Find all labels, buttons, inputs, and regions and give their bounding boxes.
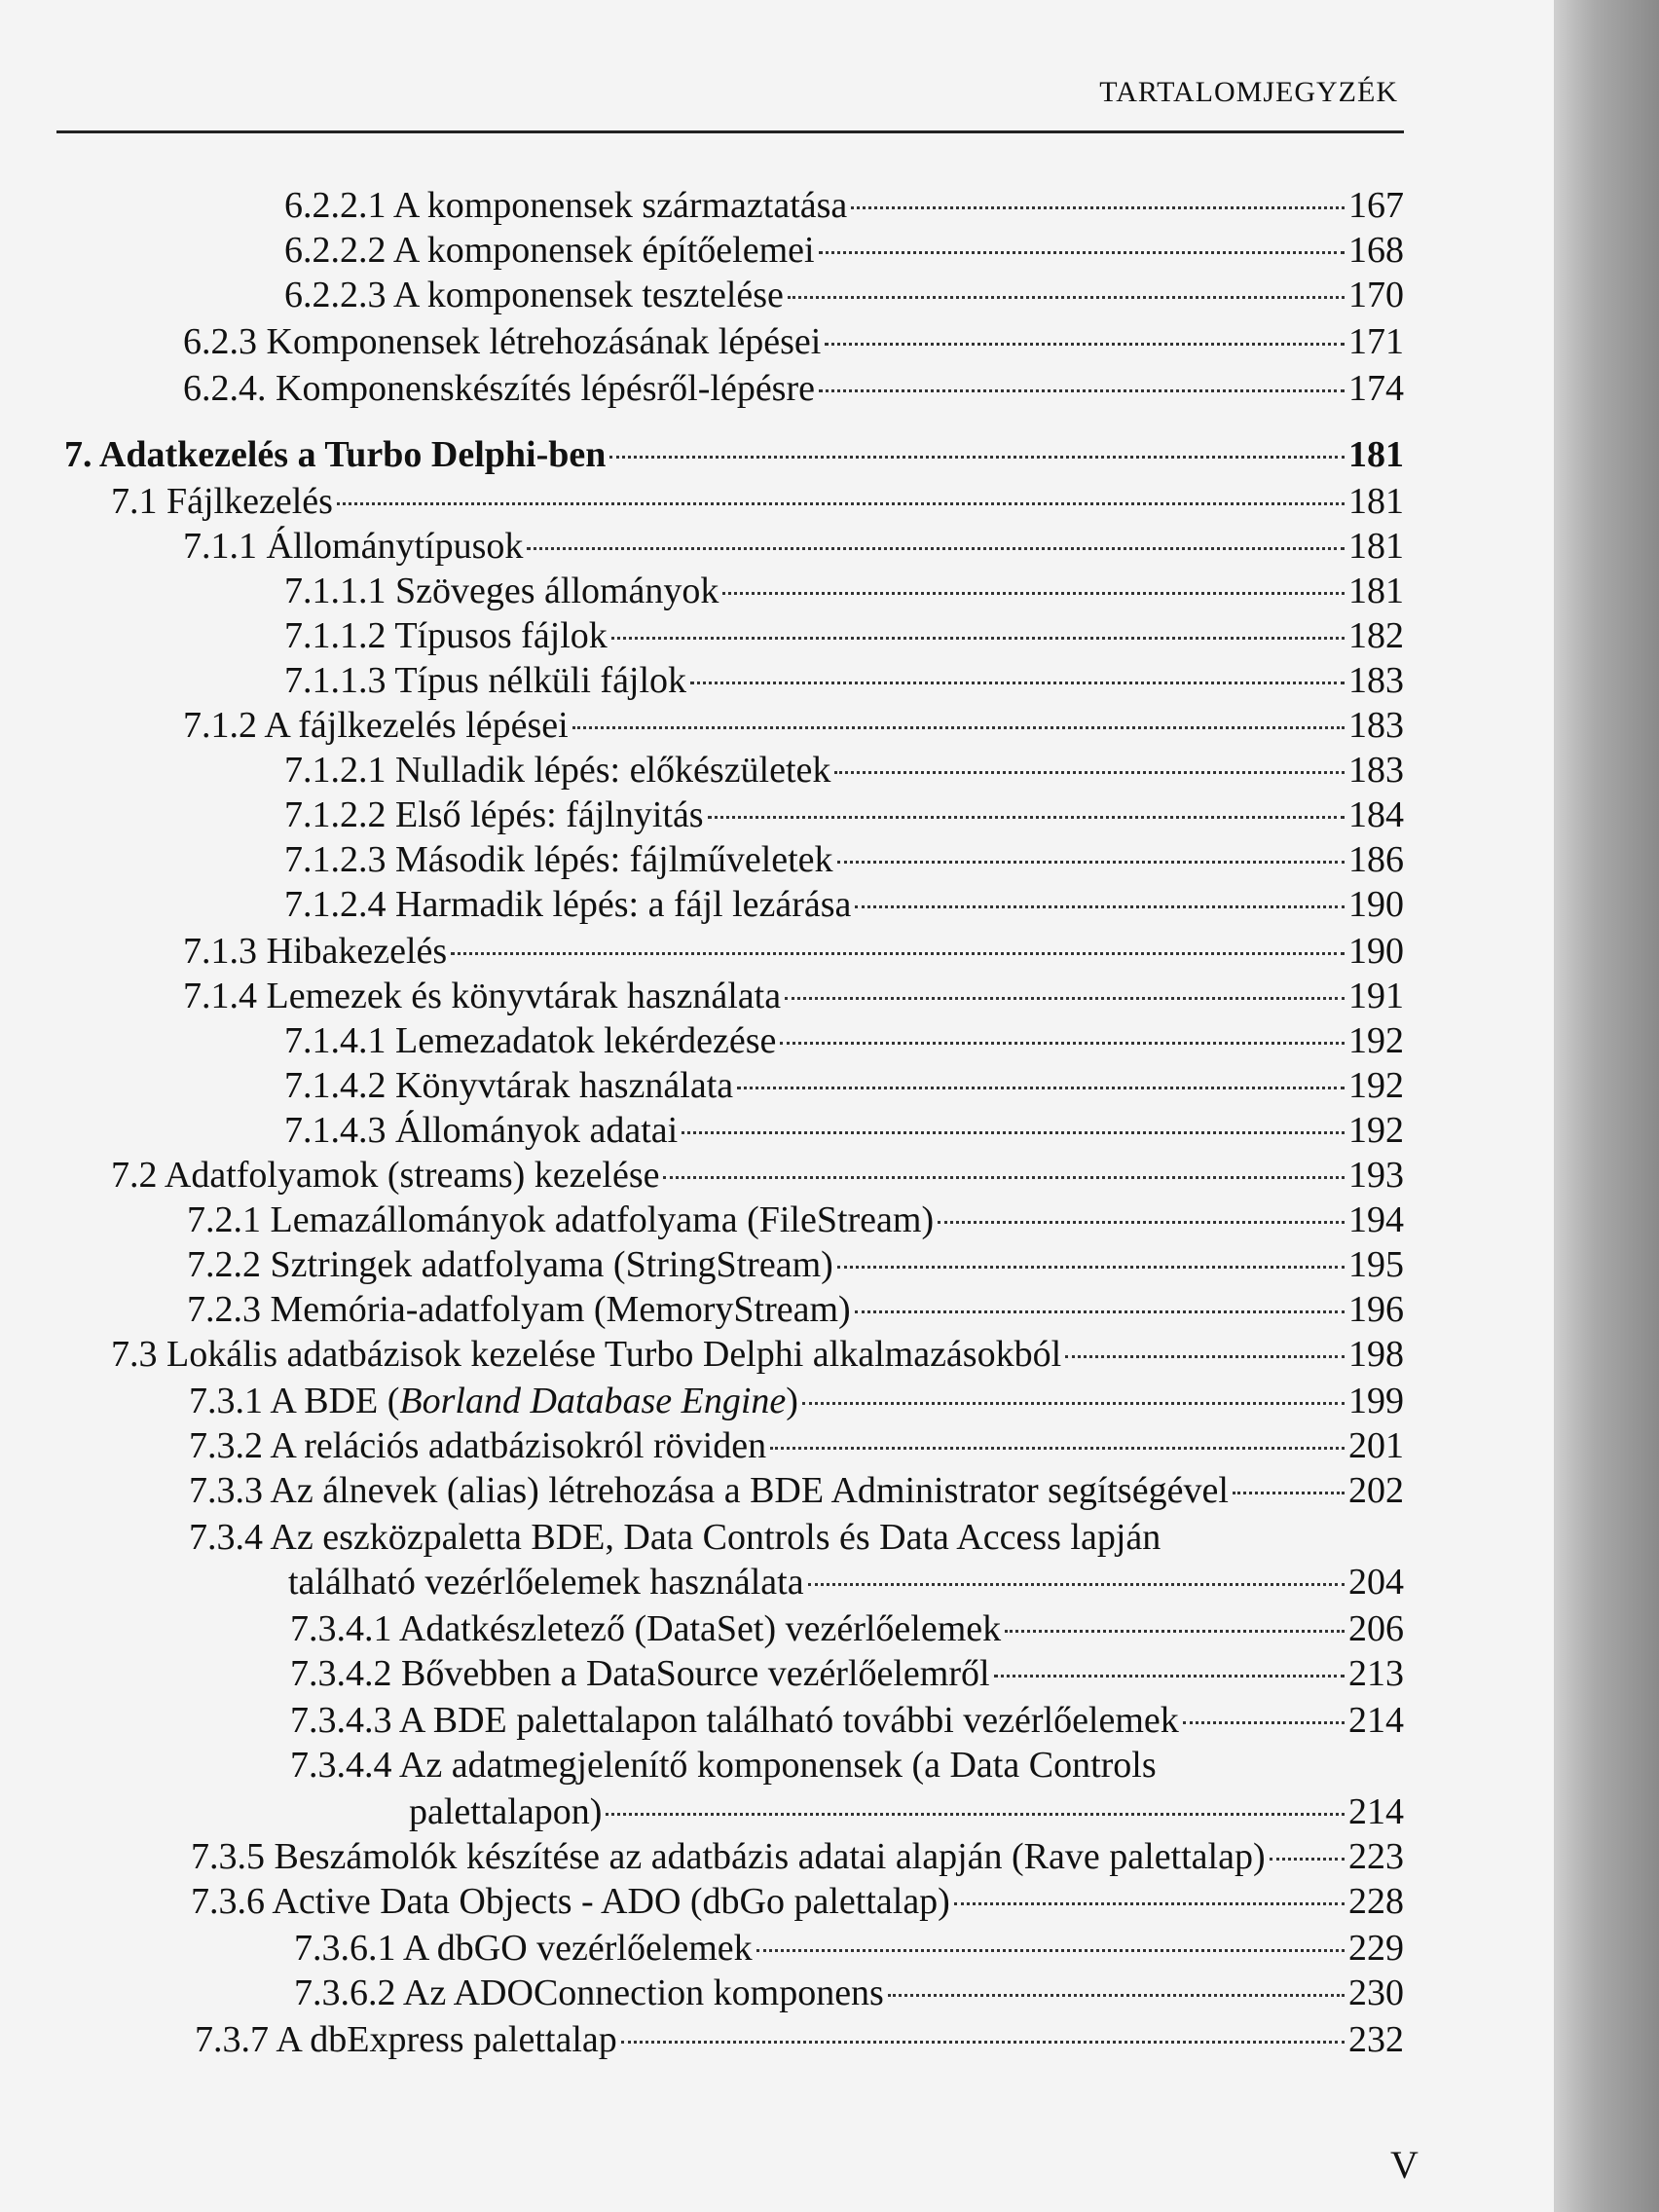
leader-dots <box>780 1042 1345 1045</box>
toc-entry-label: 7.1.2.4 Harmadik lépés: a fájl lezárása <box>284 884 852 925</box>
running-header: TARTALOMJEGYZÉK <box>1099 76 1398 108</box>
leader-dots <box>770 1447 1345 1450</box>
toc-entry-label: 7.1.4.1 Lemezadatok lekérdezése <box>284 1020 777 1061</box>
toc-entry-page: 181 <box>1348 526 1404 567</box>
toc-entry-label: 7.3.5 Beszámolók készítése az adatbázis adatai alapján (Rave palettalap) <box>191 1836 1266 1877</box>
leader-dots <box>1270 1858 1345 1861</box>
toc-entry-7-3-4-4-line2 <box>409 1789 1404 1834</box>
leader-dots <box>954 1902 1345 1905</box>
toc-entry-page: 181 <box>1348 434 1404 475</box>
toc-entry-7-3-4-line1 <box>189 1515 1404 1560</box>
toc-entry-7-3-3 <box>189 1468 1404 1513</box>
toc-entry-page: 168 <box>1348 230 1404 271</box>
toc-entry-7-3-4-2 <box>290 1651 1404 1696</box>
toc-entry-label-continued: palettalapon) <box>409 1791 603 1832</box>
toc-entry-label: 7.3.4.2 Bővebben a DataSource vezérlőelemről <box>290 1653 990 1694</box>
toc-entry-page: 190 <box>1348 931 1404 972</box>
toc-entry-label: 7. Adatkezelés a Turbo Delphi-ben <box>64 434 607 475</box>
toc-entry-7-1-2-4 <box>284 882 1404 927</box>
leader-dots <box>690 682 1345 684</box>
toc-entry-page: 167 <box>1348 185 1404 226</box>
label-suffix: ) <box>786 1381 798 1421</box>
toc-entry-7-3-7 <box>195 2017 1404 2062</box>
toc-entry-page: 195 <box>1348 1244 1404 1285</box>
toc-entry-label: 7.1.1.3 Típus nélküli fájlok <box>284 660 687 701</box>
toc-entry-label: 7.1.2 A fájlkezelés lépései <box>183 705 569 746</box>
toc-entry-7-1-1-1 <box>284 569 1404 613</box>
toc-entry-page: 181 <box>1348 481 1404 522</box>
toc-entry-page: 192 <box>1348 1110 1404 1151</box>
leader-dots <box>451 952 1345 955</box>
toc-entry-label: 7.3.4 Az eszközpaletta BDE, Data Controls és Data Access lapján <box>189 1517 1161 1558</box>
toc-entry-page: 223 <box>1348 1836 1404 1877</box>
toc-entry-7-3-6 <box>191 1879 1404 1924</box>
toc-entry-label <box>189 1379 798 1423</box>
toc-entry-page: 171 <box>1348 321 1404 362</box>
toc-entry-label: 6.2.2.1 A komponensek származtatása <box>284 185 848 226</box>
toc-entry-label: 7.3.4.1 Adatkészletező (DataSet) vezérlőelemek <box>290 1608 1002 1649</box>
toc-entry-7-3-4-line2 <box>288 1560 1404 1604</box>
leader-dots <box>708 816 1345 819</box>
toc-entry-7-3-4-3 <box>290 1698 1404 1743</box>
leader-dots <box>994 1675 1345 1677</box>
leader-dots <box>606 1813 1345 1816</box>
toc-entry-label-continued: található vezérlőelemek használata <box>288 1562 804 1603</box>
toc-entry-label: 7.3.6 Active Data Objects - ADO (dbGo palettalap) <box>191 1881 950 1922</box>
leader-dots <box>819 251 1345 254</box>
leader-dots <box>819 389 1345 392</box>
toc-entry-label: 7.1 Fájlkezelés <box>111 481 333 522</box>
leader-dots <box>837 861 1345 864</box>
toc-entry-7-3-5 <box>191 1834 1404 1879</box>
leader-dots <box>609 456 1345 459</box>
toc-entry-7-1-4-2 <box>284 1063 1404 1108</box>
toc-entry-label: 6.2.2.3 A komponensek tesztelése <box>284 275 784 315</box>
toc-entry-page: 194 <box>1348 1199 1404 1240</box>
toc-entry-page: 230 <box>1348 1972 1404 2013</box>
toc-entry-label: 7.3.6.2 Az ADOConnection komponens <box>294 1972 884 2013</box>
toc-entry-page: 229 <box>1348 1928 1404 1969</box>
toc-entry-7-1-4 <box>183 974 1404 1018</box>
toc-entry-7-1 <box>111 479 1404 524</box>
toc-entry-7-1-2-2 <box>284 793 1404 837</box>
toc-entry-label: 7.1.4.2 Könyvtárak használata <box>284 1065 734 1106</box>
toc-entry-label: 7.3.6.1 A dbGO vezérlőelemek <box>294 1928 753 1969</box>
toc-entry-7-3-4-4-line1 <box>290 1743 1404 1788</box>
leader-dots <box>855 1310 1345 1313</box>
leader-dots <box>722 592 1345 595</box>
toc-entry-label: 7.1.3 Hibakezelés <box>183 931 448 972</box>
toc-entry-7-2-3 <box>187 1287 1404 1332</box>
page-folio: V <box>1390 2143 1419 2187</box>
toc-entry-6-2-3 <box>183 319 1404 364</box>
leader-dots <box>611 637 1345 640</box>
toc-entry-7-2-1 <box>187 1198 1404 1242</box>
toc-chapter-7 <box>64 432 1404 477</box>
toc-entry-7-3-4-1 <box>290 1606 1404 1651</box>
leader-dots <box>834 771 1345 774</box>
leader-dots <box>808 1583 1345 1586</box>
toc-entry-page: 213 <box>1348 1653 1404 1694</box>
toc-entry-label: 7.3.2 A relációs adatbázisokról röviden <box>189 1425 767 1466</box>
leader-dots <box>572 726 1345 729</box>
toc-entry-label: 7.2.2 Sztringek adatfolyama (StringStream) <box>187 1244 833 1285</box>
toc-entry-label: 6.2.4. Komponenskészítés lépésről-lépésre <box>183 368 815 409</box>
leader-dots <box>851 206 1345 209</box>
toc-entry-label: 7.1.1 Állománytípusok <box>183 526 524 567</box>
toc-entry-label: 7.1.2.2 Első lépés: fájlnyitás <box>284 794 704 835</box>
toc-entry-7-1-1 <box>183 524 1404 569</box>
toc-entry-page: 206 <box>1348 1608 1404 1649</box>
leader-dots <box>855 905 1345 908</box>
toc-entry-6-2-2-2 <box>284 228 1404 273</box>
toc-entry-page: 174 <box>1348 368 1404 409</box>
toc-entry-label: 7.1.1.1 Szöveges állományok <box>284 571 719 611</box>
leader-dots <box>938 1221 1345 1224</box>
toc-entry-label: 7.3.7 A dbExpress palettalap <box>195 2019 617 2060</box>
toc-entry-page: 214 <box>1348 1791 1404 1832</box>
toc-entry-label: 7.2 Adatfolyamok (streams) kezelése <box>111 1155 660 1196</box>
toc-entry-page: 193 <box>1348 1155 1404 1196</box>
toc-entry-page: 183 <box>1348 705 1404 746</box>
toc-entry-7-3 <box>111 1332 1404 1377</box>
toc-entry-label: 7.3.3 Az álnevek (alias) létrehozása a BDE Administrator segítségével <box>189 1470 1229 1511</box>
leader-dots <box>825 343 1345 346</box>
toc-entry-7-1-1-2 <box>284 613 1404 658</box>
toc-entry-7-2 <box>111 1153 1404 1198</box>
leader-dots <box>737 1087 1345 1089</box>
toc-entry-label: 7.3.4.4 Az adatmegjelenítő komponensek (a Data Controls <box>290 1745 1157 1786</box>
toc-entry-label: 7.3.4.3 A BDE palettalapon található további vezérlőelemek <box>290 1700 1179 1741</box>
toc-entry-page: 196 <box>1348 1289 1404 1330</box>
toc-entry-7-1-4-1 <box>284 1018 1404 1063</box>
toc-entry-label: 6.2.3 Komponensek létrehozásának lépései <box>183 321 822 362</box>
toc-entry-7-1-3 <box>183 929 1404 974</box>
leader-dots <box>888 1994 1345 1997</box>
toc-entry-label: 7.1.2.3 Második lépés: fájlműveletek <box>284 839 833 880</box>
toc-entry-page: 199 <box>1348 1381 1404 1421</box>
leader-dots <box>802 1402 1345 1405</box>
toc-entry-page: 198 <box>1348 1334 1404 1375</box>
toc-entry-page: 204 <box>1348 1562 1404 1603</box>
leader-dots <box>785 997 1345 1000</box>
label-italic-title: Borland Database Engine <box>399 1381 787 1421</box>
toc-entry-page: 190 <box>1348 884 1404 925</box>
label-prefix: 7.3.1 A BDE ( <box>189 1381 400 1421</box>
leader-dots <box>1183 1721 1345 1724</box>
toc-entry-page: 170 <box>1348 275 1404 315</box>
toc-entry-label: 7.2.1 Lemazállományok adatfolyama (FileStream) <box>187 1199 935 1240</box>
page-edge <box>1554 0 1659 2212</box>
toc-entry-page: 181 <box>1348 571 1404 611</box>
toc-entry-7-3-2 <box>189 1423 1404 1468</box>
toc-entry-7-2-2 <box>187 1242 1404 1287</box>
leader-dots <box>1065 1355 1345 1358</box>
toc-entry-page: 214 <box>1348 1700 1404 1741</box>
toc-entry-page: 228 <box>1348 1881 1404 1922</box>
leader-dots <box>1233 1492 1345 1494</box>
toc-entry-6-2-2-3 <box>284 273 1404 317</box>
leader-dots <box>337 502 1345 505</box>
toc-entry-page: 201 <box>1348 1425 1404 1466</box>
toc-entry-7-1-4-3 <box>284 1108 1404 1153</box>
toc-entry-6-2-2-1 <box>284 183 1404 228</box>
toc-entry-label: 7.1.2.1 Nulladik lépés: előkészületek <box>284 750 831 791</box>
toc-entry-page: 184 <box>1348 794 1404 835</box>
leader-dots <box>621 2041 1345 2044</box>
toc-entry-page: 192 <box>1348 1020 1404 1061</box>
toc-entry-page: 183 <box>1348 660 1404 701</box>
toc-entry-label: 7.3 Lokális adatbázisok kezelése Turbo Delphi alkalmazásokból <box>111 1334 1062 1375</box>
toc-entry-7-1-2 <box>183 703 1404 748</box>
toc-entry-page: 192 <box>1348 1065 1404 1106</box>
toc-entry-label: 7.1.1.2 Típusos fájlok <box>284 615 608 656</box>
header-rule <box>56 130 1404 133</box>
toc-entry-7-1-2-3 <box>284 837 1404 882</box>
leader-dots <box>756 1949 1345 1952</box>
toc-entry-7-1-1-3 <box>284 658 1404 703</box>
toc-entry-7-1-2-1 <box>284 748 1404 793</box>
toc-entry-6-2-4 <box>183 366 1404 411</box>
leader-dots <box>1005 1630 1345 1633</box>
toc-entry-page: 191 <box>1348 976 1404 1016</box>
leader-dots <box>788 296 1345 299</box>
toc-entry-7-3-6-2 <box>294 1971 1404 2015</box>
toc-entry-page: 232 <box>1348 2019 1404 2060</box>
toc-entry-label: 7.1.4 Lemezek és könyvtárak használata <box>183 976 782 1016</box>
leader-dots <box>527 547 1345 550</box>
leader-dots <box>682 1131 1345 1134</box>
leader-dots <box>837 1266 1345 1269</box>
toc-entry-label: 7.2.3 Memória-adatfolyam (MemoryStream) <box>187 1289 851 1330</box>
toc-entry-7-3-6-1 <box>294 1926 1404 1971</box>
toc-entry-page: 182 <box>1348 615 1404 656</box>
toc-entry-7-3-1 <box>189 1379 1404 1423</box>
toc-entry-page: 186 <box>1348 839 1404 880</box>
leader-dots <box>663 1176 1345 1179</box>
toc-entry-label: 6.2.2.2 A komponensek építőelemei <box>284 230 815 271</box>
toc-entry-page: 183 <box>1348 750 1404 791</box>
toc-entry-label: 7.1.4.3 Állományok adatai <box>284 1110 679 1151</box>
toc-entry-page: 202 <box>1348 1470 1404 1511</box>
